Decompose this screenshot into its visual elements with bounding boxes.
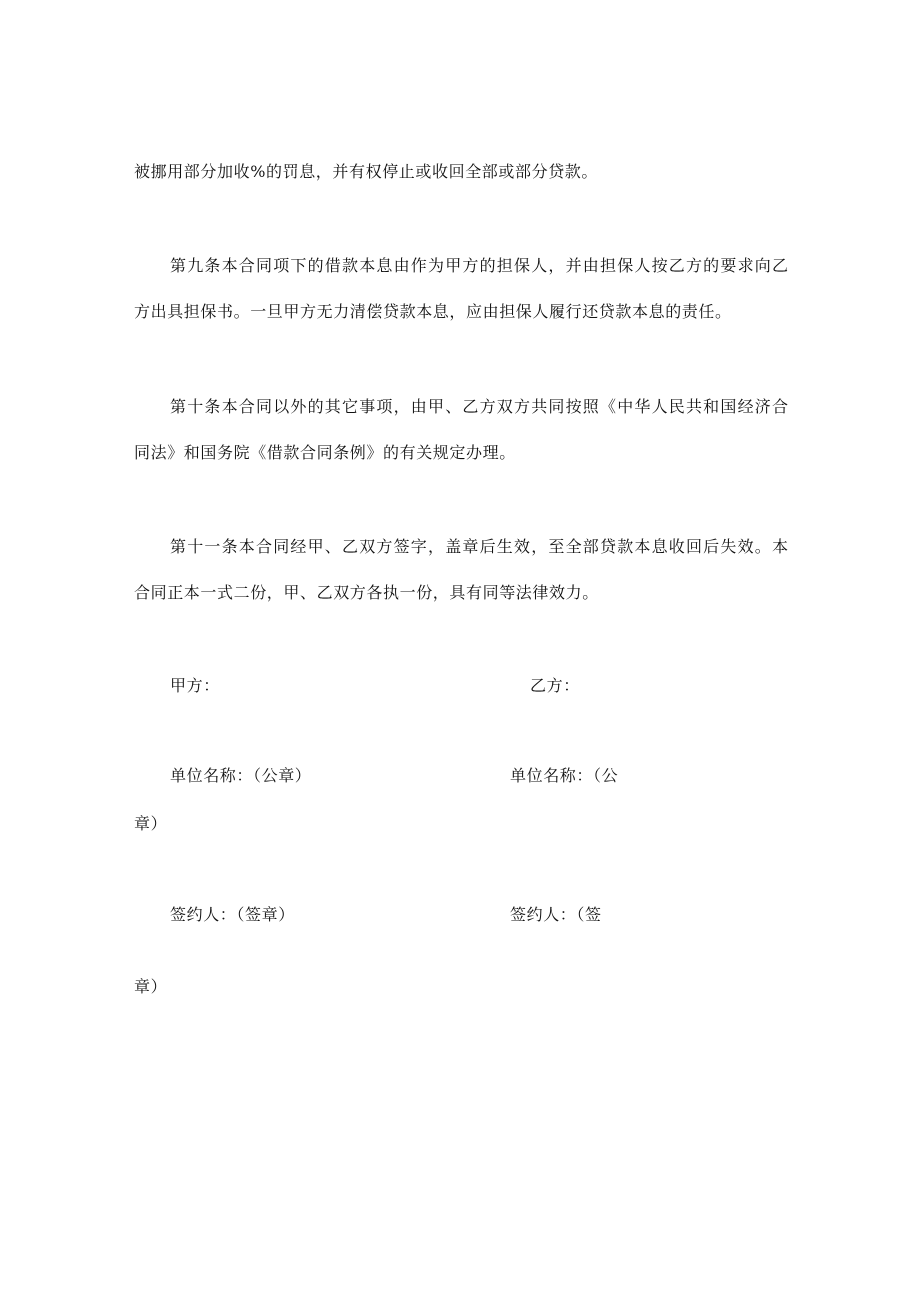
article-10-line-1: 第十条本合同以外的其它事项，由甲、乙方双方共同按照《中华人民共和国经济合 xyxy=(170,397,788,416)
article-10-line-2: 同法》和国务院《借款合同条例》的有关规定办理。 xyxy=(134,443,516,462)
party-b-signer: 签约人：（签 xyxy=(510,905,602,924)
signer-wrap: 章） xyxy=(134,977,168,996)
party-b-unit-name: 单位名称：（公 xyxy=(510,766,619,785)
article-11-line-1: 第十一条本合同经甲、乙双方签字，盖章后生效，至全部贷款本息收回后失效。本 xyxy=(170,537,788,556)
article-9-line-1: 第九条本合同项下的借款本息由作为甲方的担保人，并由担保人按乙方的要求向乙 xyxy=(170,256,788,275)
party-b-label: 乙方： xyxy=(530,676,580,695)
unit-name-wrap: 章） xyxy=(134,814,168,833)
party-a-unit-name: 单位名称：（公章） xyxy=(170,766,312,785)
article-9-line-2: 方出具担保书。一旦甲方无力清偿贷款本息，应由担保人履行还贷款本息的责任。 xyxy=(134,302,732,321)
party-a-signer: 签约人：（签章） xyxy=(170,905,295,924)
article-11-line-2: 合同正本一式二份，甲、乙双方各执一份，具有同等法律效力。 xyxy=(134,583,599,602)
paragraph-8-tail: 被挪用部分加收%的罚息，并有权停止或收回全部或部分贷款。 xyxy=(134,162,599,181)
party-a-label: 甲方： xyxy=(170,676,220,695)
